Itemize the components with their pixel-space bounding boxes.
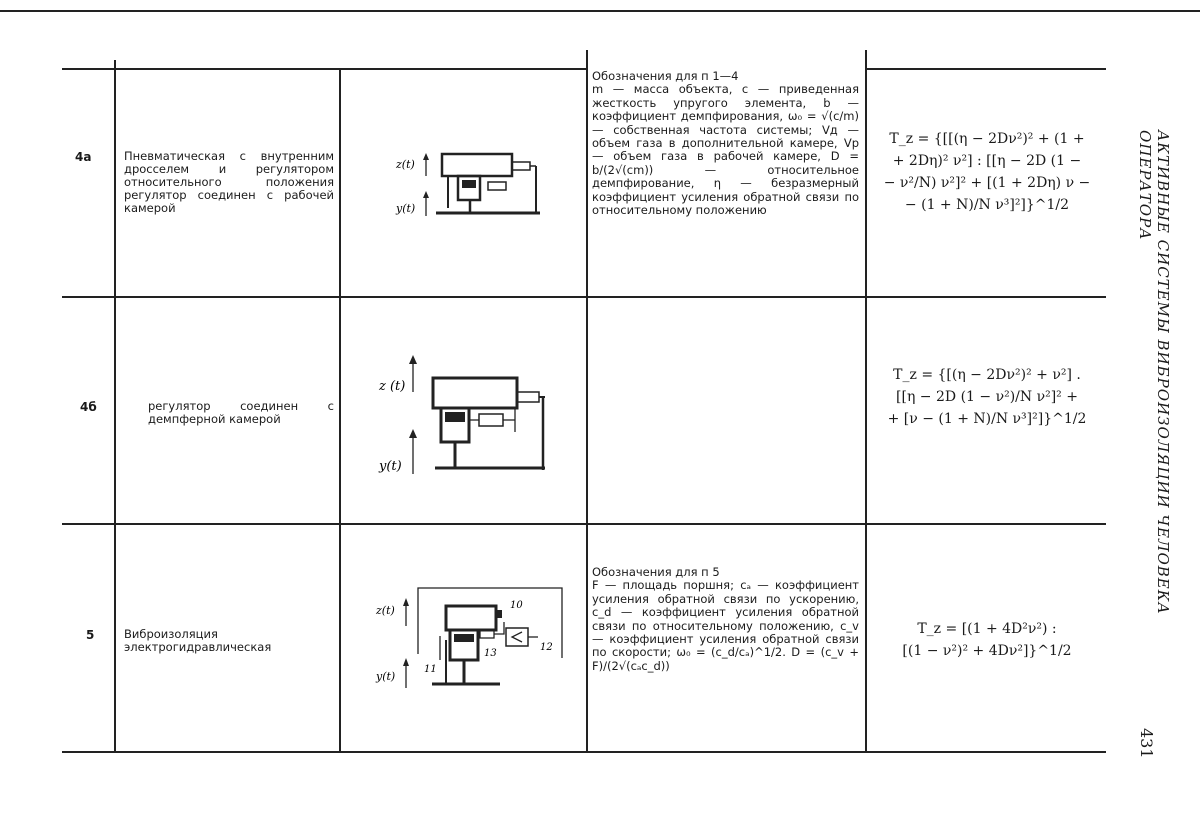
transfer-function-formula bbox=[872, 128, 1102, 216]
row-number: 4а bbox=[75, 150, 92, 164]
transfer-function-formula bbox=[872, 364, 1102, 430]
formula-line: [[η − 2D (1 − ν²)/N ν²]² + bbox=[896, 389, 1078, 405]
row-divider-2 bbox=[62, 523, 1106, 525]
formula-line: − (1 + N)/N ν³]²]}^1/2 bbox=[904, 197, 1070, 213]
notation-block bbox=[592, 566, 859, 673]
row-divider-top-right bbox=[866, 68, 1106, 70]
formula-line: [(1 − ν²)² + 4Dν²]}^1/2 bbox=[902, 643, 1072, 659]
fig-y-label: y(t) bbox=[379, 459, 402, 474]
damper-chamber-diagram bbox=[375, 352, 575, 482]
table-bottom-rule bbox=[62, 751, 1106, 753]
fig-y-label: y(t) bbox=[376, 670, 396, 683]
pneumatic-isolator-diagram bbox=[390, 148, 590, 228]
fig-label-13: 13 bbox=[484, 648, 497, 659]
formula-line: − ν²/N) ν²]² + [(1 + 2Dη) ν − bbox=[883, 175, 1091, 191]
notation-title: Обозначения для п 5 bbox=[592, 565, 720, 579]
formula-line: T_z = {[(η − 2Dν²)² + ν²] . bbox=[893, 367, 1081, 383]
row-number: 5 bbox=[86, 628, 95, 642]
electrohydraulic-isolator-diagram bbox=[372, 580, 572, 720]
fig-z-label: z(t) bbox=[396, 158, 415, 171]
fig-label-11: 11 bbox=[424, 664, 437, 675]
notation-text: m — масса объекта, c — приведенная жесткость упругого элемента, b — коэффициент демпфирования, ω₀ = √(c/m) — собственная частота системы; Vд — объем газа в дополнительной камере, Vр — объем газа в рабочей камере, D = b/(2√(cm)) — относительное демпфирование, η — безразмерный коэффициент усиления обратной связи по относительному положению bbox=[592, 82, 859, 218]
row-divider-top bbox=[62, 68, 586, 70]
col-divider-4 bbox=[865, 50, 867, 751]
notation-text: F — площадь поршня; cₐ — коэффициент усиления обратной связи по ускорению, c_d — коэффициент усиления обратной связи по относительному положению, c_v — коэффициент усиления обратной связи по скорости; ω₀ = (c_d/cₐ)^1/2. D = (c_v + F)/(2√(cₐc_d)) bbox=[592, 578, 859, 673]
fig-label-10: 10 bbox=[510, 600, 523, 611]
notation-title: Обозначения для п 1—4 bbox=[592, 69, 739, 83]
running-head: АКТИВНЫЕ СИСТЕМЫ ВИБРОИЗОЛЯЦИИ ЧЕЛОВЕКА ОПЕРАТОРА bbox=[1136, 130, 1172, 615]
fig-z-label: z (t) bbox=[379, 379, 406, 394]
row-name: Виброизоляция электрогидравлическая bbox=[124, 627, 272, 654]
page-top-rule bbox=[0, 10, 1200, 12]
fig-label-12: 12 bbox=[540, 642, 553, 653]
row-number: 4б bbox=[80, 400, 97, 414]
page-number: 431 bbox=[1137, 728, 1156, 759]
formula-line: + 2Dη)² ν²] : [[η − 2D (1 − bbox=[892, 153, 1082, 169]
fig-z-label: z(t) bbox=[376, 604, 395, 617]
formula-line: T_z = [(1 + 4D²ν²) : bbox=[917, 621, 1057, 637]
transfer-function-formula bbox=[872, 618, 1102, 662]
notation-block bbox=[592, 70, 859, 217]
formula-line: + [ν − (1 + N)/N ν³]²]}^1/2 bbox=[887, 411, 1087, 427]
row-name: Пневматическая с внутренним дросселем и регулятором относительного положения регулятор соединен с рабочей камерой bbox=[124, 149, 334, 215]
col-divider-1 bbox=[114, 60, 116, 751]
col-divider-2 bbox=[339, 68, 341, 751]
formula-line: T_z = {[[(η − 2Dν²)² + (1 + bbox=[889, 131, 1085, 147]
row-divider-1 bbox=[62, 296, 1106, 298]
fig-y-label: y(t) bbox=[396, 202, 416, 215]
row-name: регулятор соединен с демпферной камерой bbox=[148, 399, 334, 426]
